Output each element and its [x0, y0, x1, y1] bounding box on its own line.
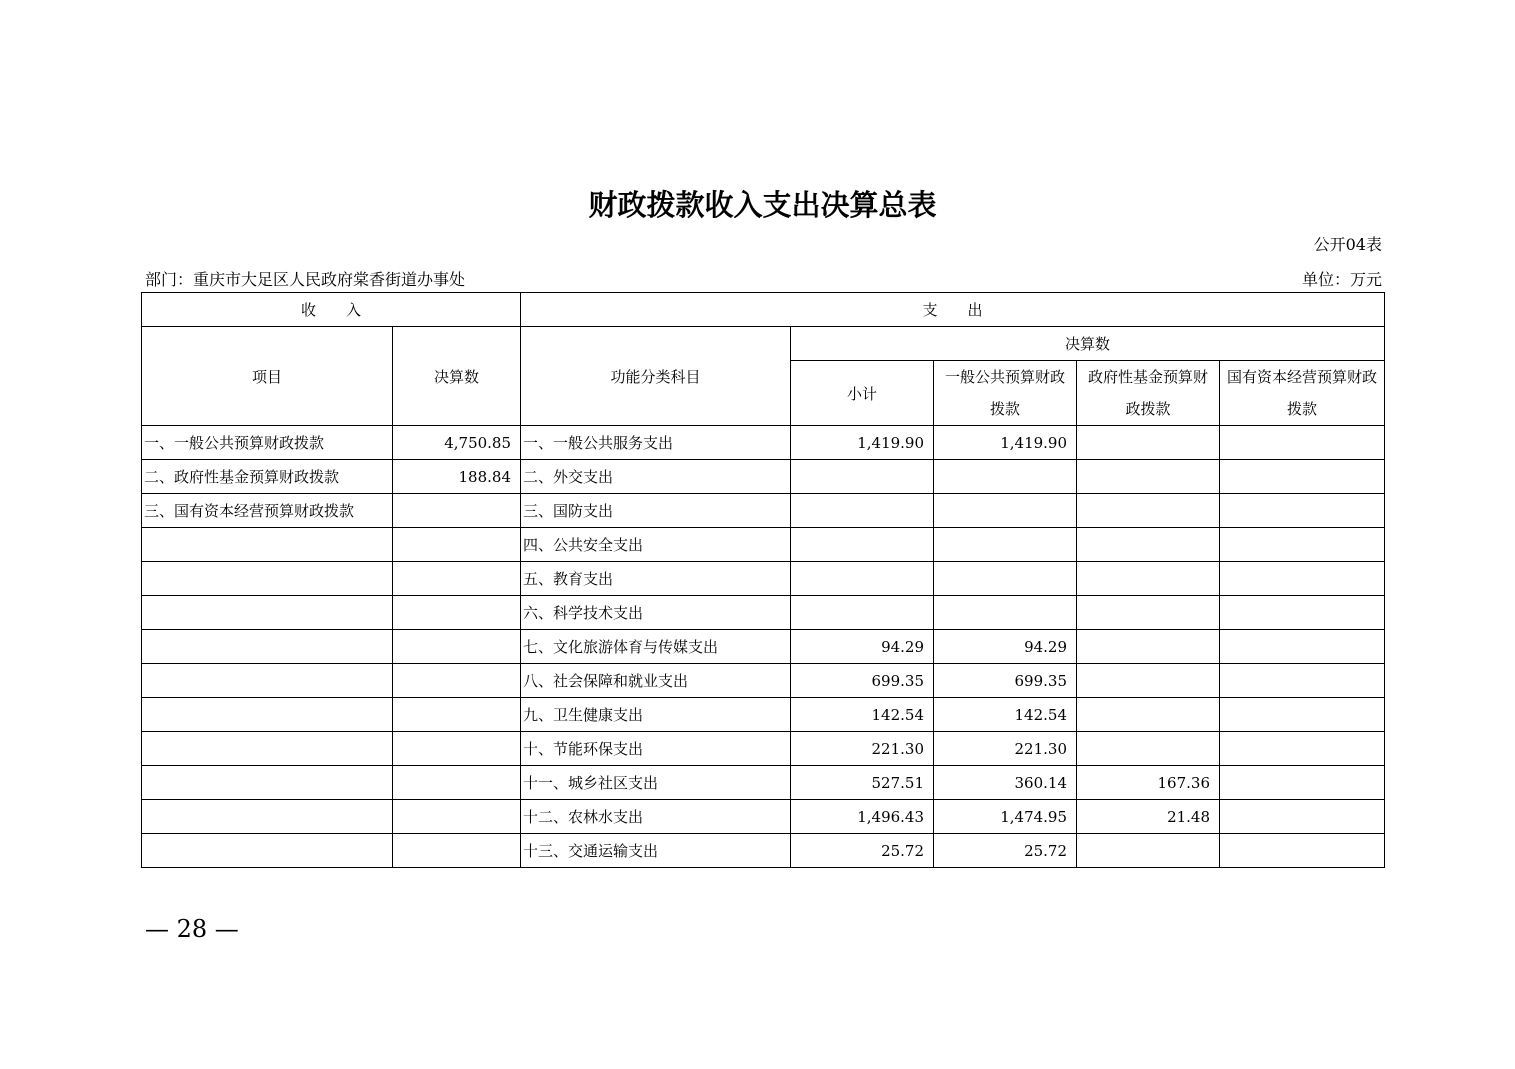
expense-item-cell: 一、一般公共服务支出 — [521, 426, 791, 460]
general-cell — [934, 596, 1077, 630]
table-row — [142, 732, 1385, 766]
final-header: 决算数 — [791, 327, 1385, 361]
general-cell: 699.35 — [934, 664, 1077, 698]
unit-label: 单位：万元 — [1301, 270, 1382, 289]
expense-item-cell: 十一、城乡社区支出 — [521, 766, 791, 800]
income-amount-cell — [393, 766, 521, 800]
subtotal-header: 小计 — [791, 361, 934, 426]
expense-item-cell: 五、教育支出 — [521, 562, 791, 596]
subtotal-cell: 25.72 — [791, 834, 934, 868]
expense-item-cell: 十二、农林水支出 — [521, 800, 791, 834]
table-row — [142, 834, 1385, 868]
subtotal-cell — [791, 528, 934, 562]
expense-item-cell: 十三、交通运输支出 — [521, 834, 791, 868]
expense-item-cell: 二、外交支出 — [521, 460, 791, 494]
gov-fund-cell — [1077, 698, 1220, 732]
income-item-cell — [142, 562, 393, 596]
expense-item-cell: 九、卫生健康支出 — [521, 698, 791, 732]
income-item-cell: 二、政府性基金预算财政拨款 — [142, 460, 393, 494]
general-header: 一般公共预算财政拨款 — [934, 361, 1077, 426]
subtotal-cell — [791, 596, 934, 630]
gov-fund-cell — [1077, 732, 1220, 766]
general-cell — [934, 460, 1077, 494]
table-row — [142, 664, 1385, 698]
expense-item-cell: 六、科学技术支出 — [521, 596, 791, 630]
income-item-cell — [142, 596, 393, 630]
state-capital-cell — [1220, 664, 1385, 698]
income-item-cell — [142, 766, 393, 800]
income-amount-cell — [393, 596, 521, 630]
subtotal-cell: 1,496.43 — [791, 800, 934, 834]
state-capital-cell — [1220, 528, 1385, 562]
income-amount-cell — [393, 528, 521, 562]
item-header: 项目 — [142, 327, 393, 426]
state-capital-cell — [1220, 732, 1385, 766]
table-row — [142, 528, 1385, 562]
general-cell: 142.54 — [934, 698, 1077, 732]
expense-item-cell: 七、文化旅游体育与传媒支出 — [521, 630, 791, 664]
income-item-cell — [142, 698, 393, 732]
state-capital-cell — [1220, 766, 1385, 800]
expense-item-cell: 十、节能环保支出 — [521, 732, 791, 766]
state-capital-cell — [1220, 494, 1385, 528]
table-row — [142, 460, 1385, 494]
gov-fund-header: 政府性基金预算财政拨款 — [1077, 361, 1220, 426]
department-label: 部门：重庆市大足区人民政府棠香街道办事处 — [145, 270, 466, 289]
table-row — [142, 562, 1385, 596]
general-cell: 25.72 — [934, 834, 1077, 868]
gov-fund-cell — [1077, 630, 1220, 664]
state-capital-cell — [1220, 562, 1385, 596]
general-cell: 1,474.95 — [934, 800, 1077, 834]
subtotal-cell: 1,419.90 — [791, 426, 934, 460]
income-item-cell — [142, 630, 393, 664]
income-amount-cell — [393, 494, 521, 528]
expense-item-cell: 三、国防支出 — [521, 494, 791, 528]
state-capital-cell — [1220, 800, 1385, 834]
income-item-cell — [142, 732, 393, 766]
gov-fund-cell: 21.48 — [1077, 800, 1220, 834]
income-header: 收 入 — [142, 293, 521, 327]
gov-fund-cell — [1077, 562, 1220, 596]
general-cell: 360.14 — [934, 766, 1077, 800]
general-cell — [934, 494, 1077, 528]
state-capital-cell — [1220, 834, 1385, 868]
state-capital-cell — [1220, 630, 1385, 664]
income-amount-cell: 188.84 — [393, 460, 521, 494]
table-code: 公开04表 — [1313, 235, 1382, 254]
income-item-cell — [142, 528, 393, 562]
income-amount-cell — [393, 664, 521, 698]
income-item-cell: 一、一般公共预算财政拨款 — [142, 426, 393, 460]
subtotal-cell: 699.35 — [791, 664, 934, 698]
page-number: — 28 — — [145, 915, 239, 943]
state-capital-cell — [1220, 460, 1385, 494]
page-title: 财政拨款收入支出决算总表 — [588, 188, 937, 222]
subtotal-cell — [791, 460, 934, 494]
general-cell — [934, 528, 1077, 562]
budget-table — [141, 292, 1385, 868]
expense-item-cell: 八、社会保障和就业支出 — [521, 664, 791, 698]
income-item-cell — [142, 664, 393, 698]
income-amount-cell — [393, 732, 521, 766]
table-row — [142, 494, 1385, 528]
general-cell: 1,419.90 — [934, 426, 1077, 460]
general-cell: 94.29 — [934, 630, 1077, 664]
income-amount-cell — [393, 698, 521, 732]
subtotal-cell: 142.54 — [791, 698, 934, 732]
income-amount-cell: 4,750.85 — [393, 426, 521, 460]
state-capital-cell — [1220, 698, 1385, 732]
table-row — [142, 800, 1385, 834]
state-capital-header: 国有资本经营预算财政拨款 — [1220, 361, 1385, 426]
table-row — [142, 630, 1385, 664]
table-row — [142, 698, 1385, 732]
income-amount-cell — [393, 630, 521, 664]
table-row — [142, 766, 1385, 800]
gov-fund-cell: 167.36 — [1077, 766, 1220, 800]
subtotal-cell: 527.51 — [791, 766, 934, 800]
gov-fund-cell — [1077, 596, 1220, 630]
income-amount-cell — [393, 800, 521, 834]
gov-fund-cell — [1077, 834, 1220, 868]
table-row — [142, 596, 1385, 630]
state-capital-cell — [1220, 596, 1385, 630]
expense-item-cell: 四、公共安全支出 — [521, 528, 791, 562]
income-item-cell — [142, 800, 393, 834]
income-item-cell: 三、国有资本经营预算财政拨款 — [142, 494, 393, 528]
subtotal-cell: 221.30 — [791, 732, 934, 766]
subtotal-cell — [791, 494, 934, 528]
gov-fund-cell — [1077, 460, 1220, 494]
table-row — [142, 426, 1385, 460]
expense-header: 支 出 — [521, 293, 1385, 327]
general-cell: 221.30 — [934, 732, 1077, 766]
gov-fund-cell — [1077, 494, 1220, 528]
gov-fund-cell — [1077, 426, 1220, 460]
income-amount-cell — [393, 834, 521, 868]
subtotal-cell — [791, 562, 934, 596]
subtotal-cell: 94.29 — [791, 630, 934, 664]
general-cell — [934, 562, 1077, 596]
gov-fund-cell — [1077, 528, 1220, 562]
income-item-cell — [142, 834, 393, 868]
income-amount-cell — [393, 562, 521, 596]
amount-header: 决算数 — [393, 327, 521, 426]
gov-fund-cell — [1077, 664, 1220, 698]
state-capital-cell — [1220, 426, 1385, 460]
function-header: 功能分类科目 — [521, 327, 791, 426]
